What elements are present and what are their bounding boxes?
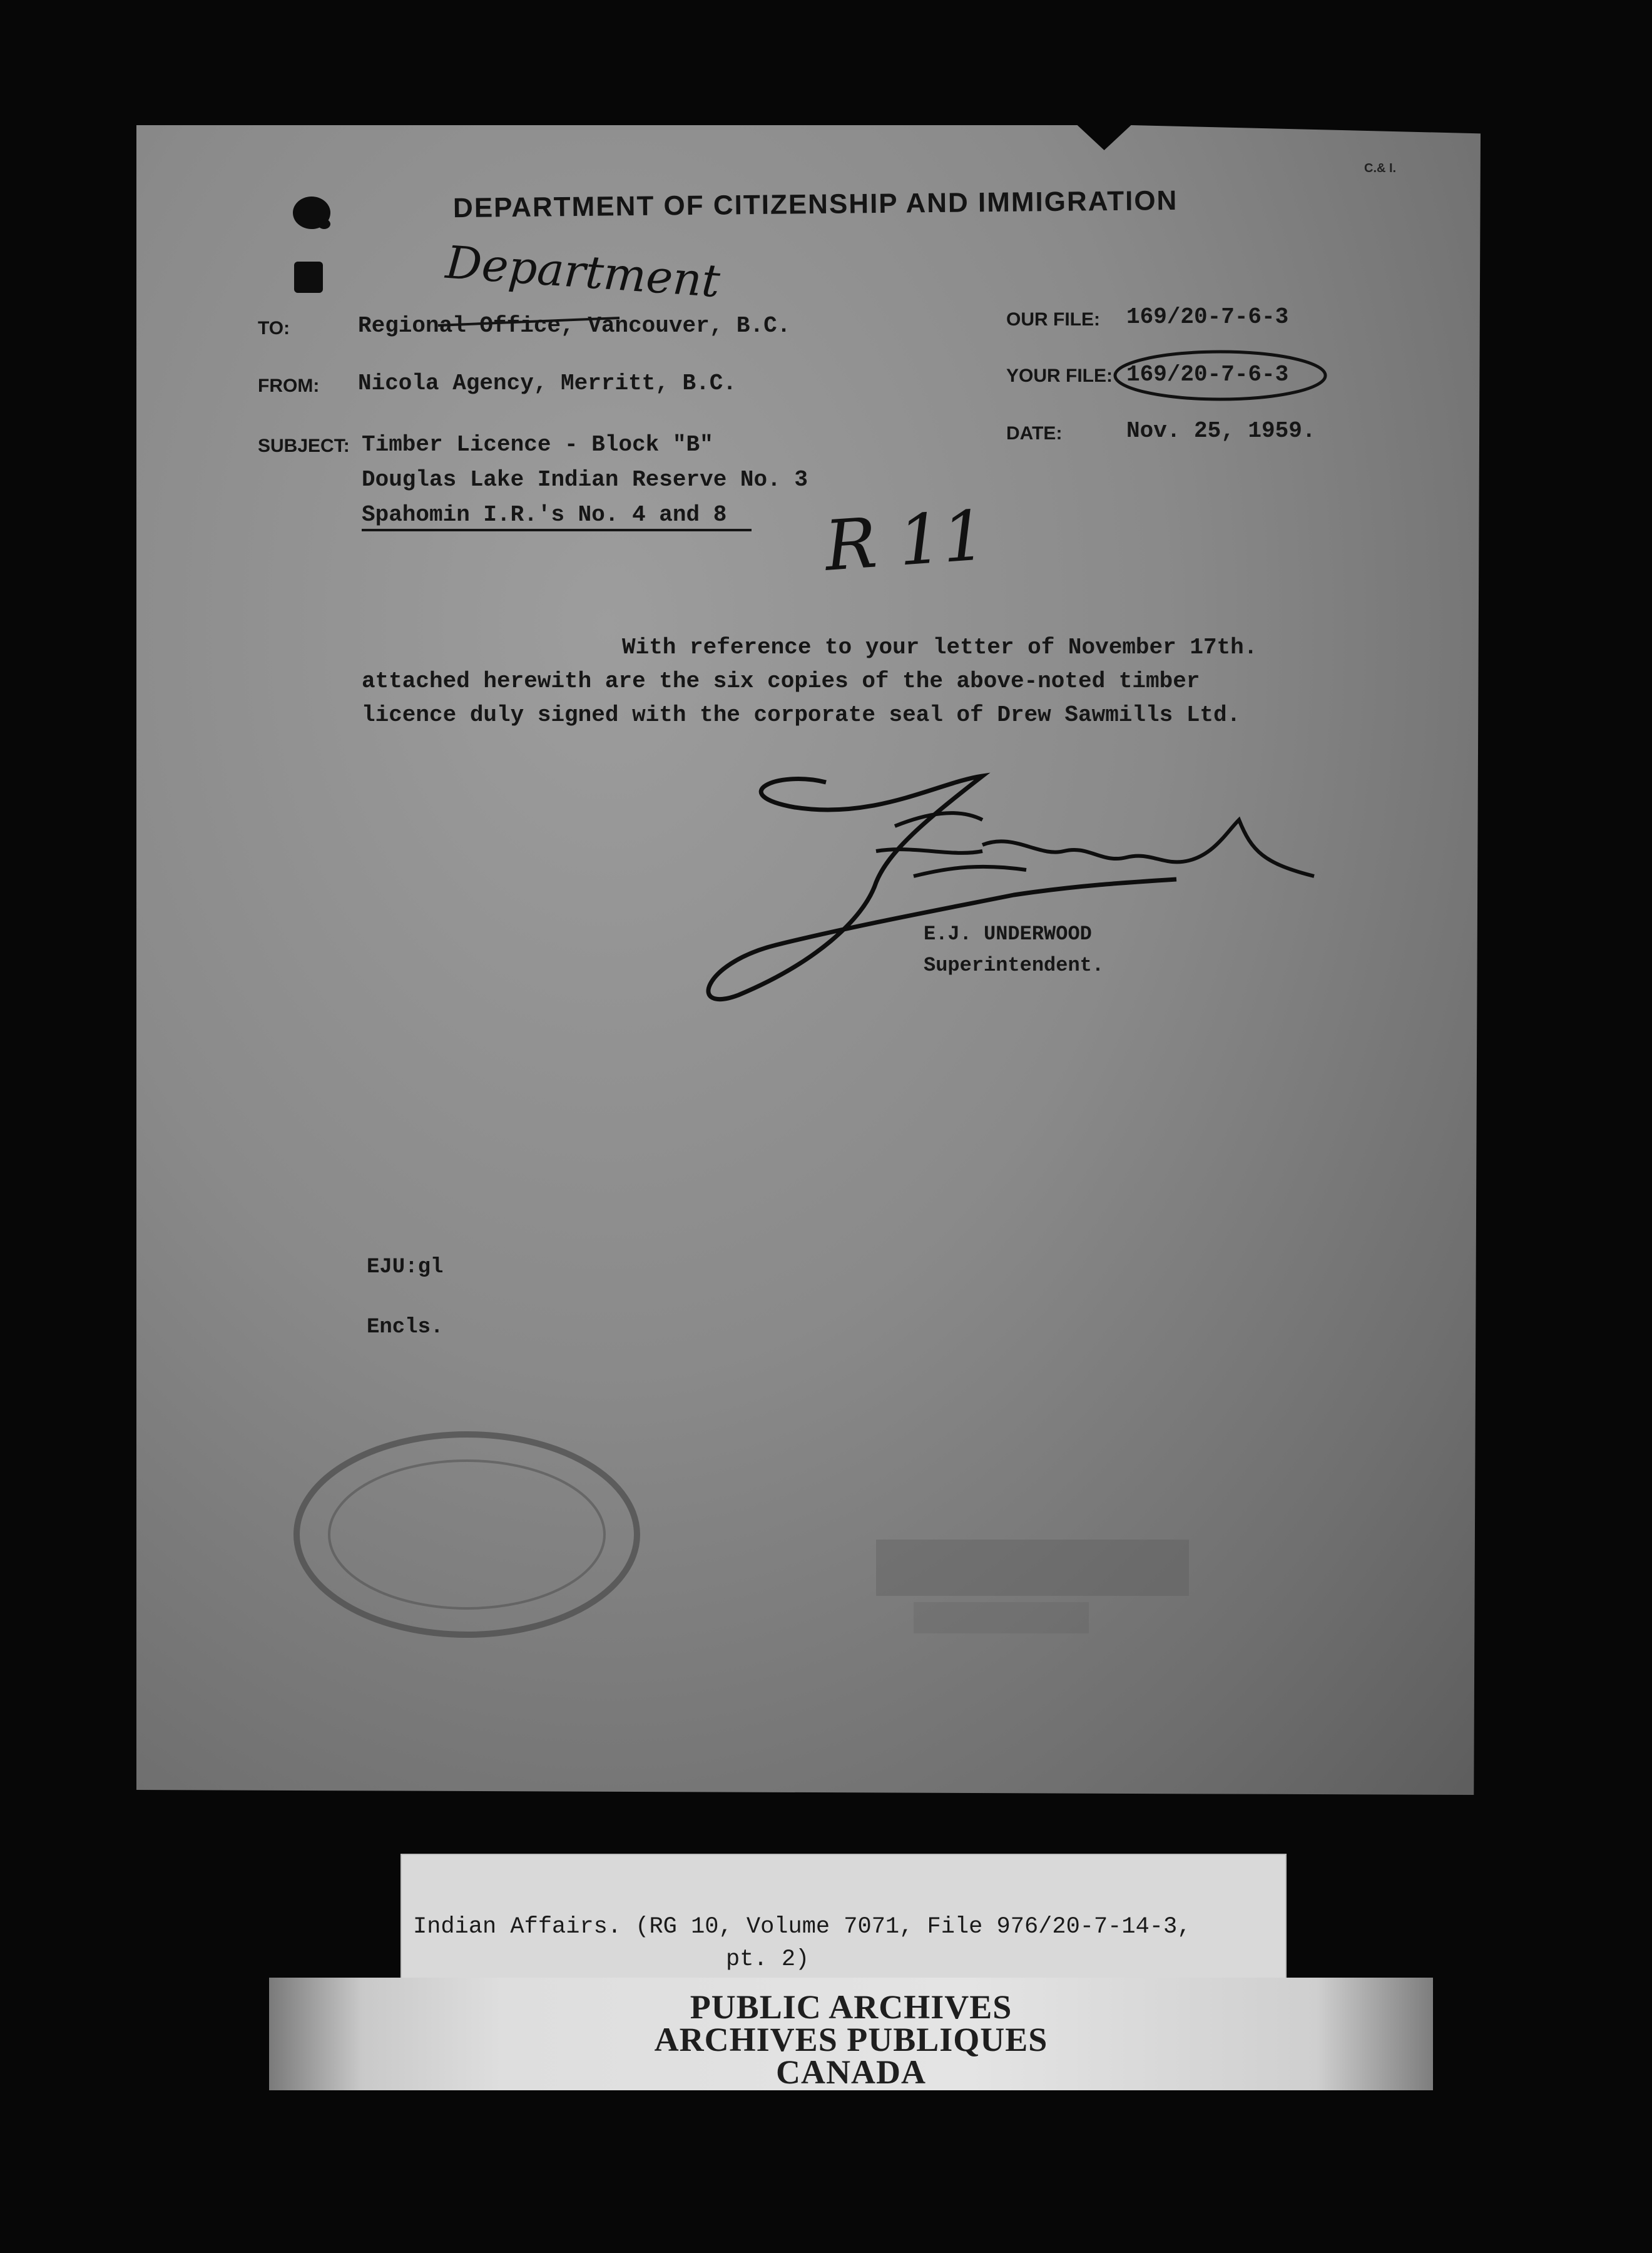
handwritten-department: Department: [444, 235, 722, 308]
subject-line-3: Spahomin I.R.'s No. 4 and 8: [362, 502, 752, 531]
subject-line-2: Douglas Lake Indian Reserve No. 3: [362, 467, 808, 493]
faded-stamp-marks: [864, 1515, 1214, 1652]
to-strikethrough: [432, 298, 695, 335]
subject-label: SUBJECT:: [258, 436, 350, 456]
punch-hole-marks: [275, 188, 350, 313]
body-line-2: attached herewith are the six copies of the above-noted timber: [362, 668, 1200, 694]
signer-title: Superintendent.: [924, 954, 1104, 977]
our-file-label: OUR FILE:: [1006, 309, 1100, 330]
to-label: TO:: [258, 318, 290, 339]
your-file-label: YOUR FILE:: [1006, 365, 1113, 386]
corner-mark: C.& I.: [1364, 161, 1397, 175]
archives-line-1: PUBLIC ARCHIVES: [690, 1988, 1012, 2026]
archives-line-2: ARCHIVES PUBLIQUES: [654, 2021, 1048, 2058]
signature: [688, 757, 1389, 1020]
department-heading: DEPARTMENT OF CITIZENSHIP AND IMMIGRATION: [452, 185, 1178, 224]
public-archives-banner: [269, 1978, 1433, 2090]
enclosures-note: Encls.: [367, 1316, 444, 1339]
archive-reference-card: [400, 1854, 1287, 1994]
your-file-value: 169/20-7-6-3: [1126, 362, 1289, 387]
signer-name: E.J. UNDERWOOD: [924, 922, 1092, 946]
body-line-3: licence duly signed with the corporate seal of Drew Sawmills Ltd.: [362, 702, 1241, 728]
subject-line-1: Timber Licence - Block "B": [362, 432, 713, 457]
handwritten-mark: R 11: [822, 495, 989, 586]
body-line-1: With reference to your letter of November 17th.: [622, 635, 1258, 660]
archive-reference-line-1: Indian Affairs. (RG 10, Volume 7071, File 976/20-7-14-3,: [413, 1914, 1191, 1940]
our-file-value: 169/20-7-6-3: [1126, 304, 1289, 330]
from-value: Nicola Agency, Merritt, B.C.: [358, 370, 737, 396]
date-label: DATE:: [1006, 423, 1063, 444]
from-label: FROM:: [258, 376, 320, 396]
archives-line-3: CANADA: [776, 2053, 926, 2091]
date-value: Nov. 25, 1959.: [1126, 418, 1316, 444]
received-stamp: [285, 1422, 648, 1647]
file-number-circle: [1108, 343, 1333, 406]
typist-initials: EJU:gl: [367, 1255, 444, 1279]
to-value: Regional Office, Vancouver, B.C.: [358, 313, 791, 339]
archive-reference-line-2: pt. 2): [726, 1946, 810, 1973]
